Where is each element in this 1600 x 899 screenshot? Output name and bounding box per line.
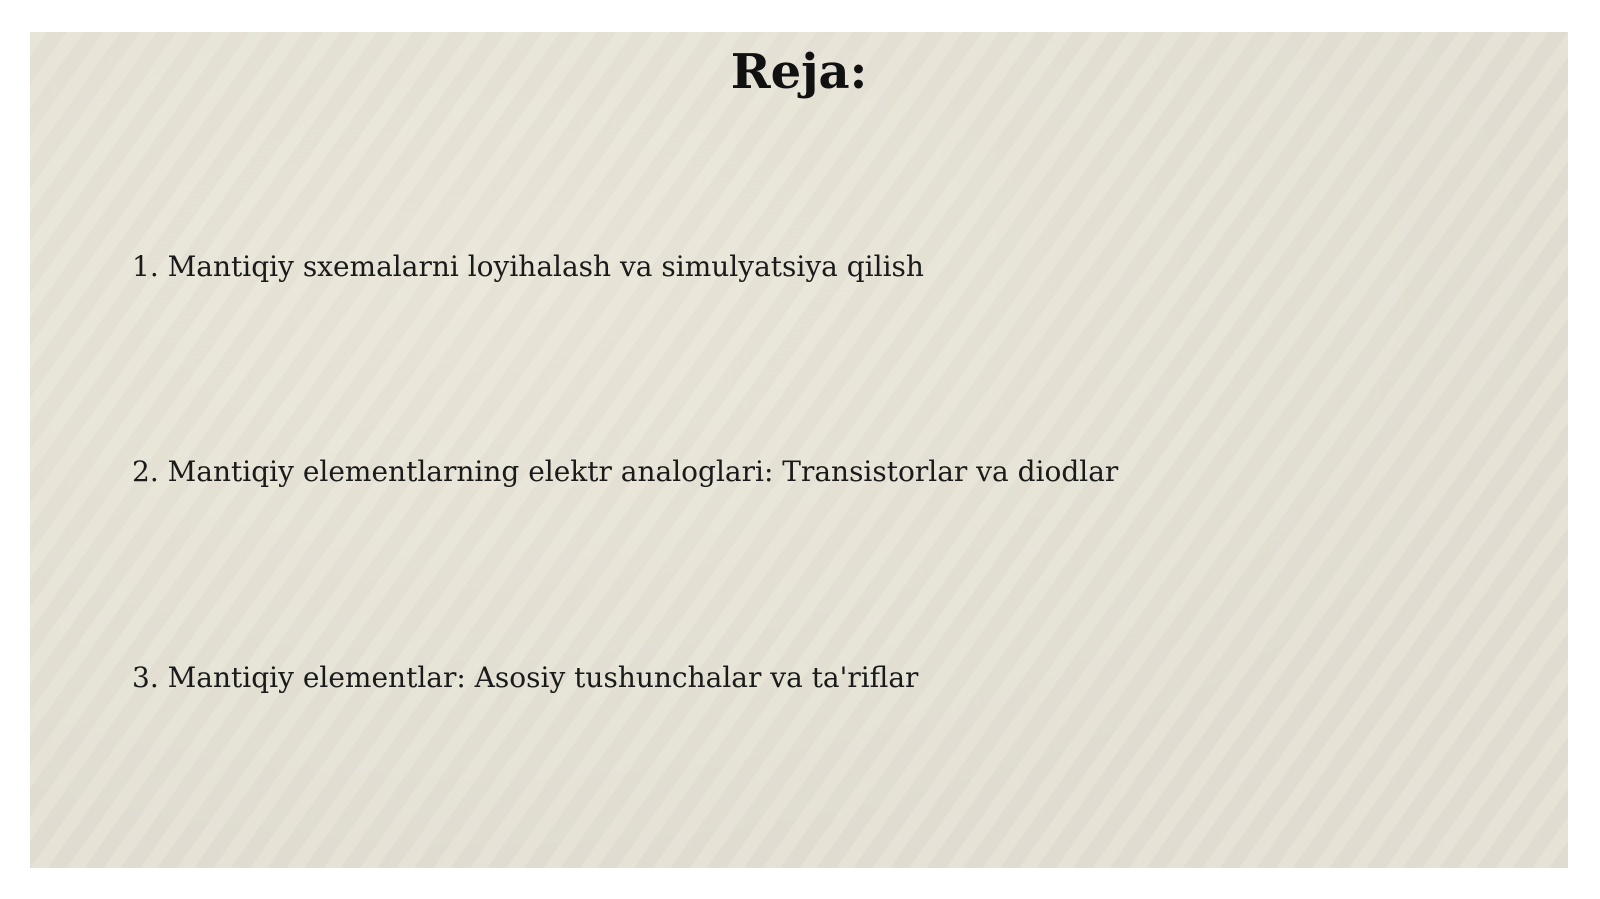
slide-title: Reja: — [730, 44, 868, 100]
plan-item-2: 2. Mantiqiy elementlarning elektr analoglari: Transistorlar va diodlar — [132, 455, 1119, 488]
plan-item-1: 1. Mantiqiy sxemalarni loyihalash va simulyatsiya qilish — [132, 250, 924, 283]
plan-item-3: 3. Mantiqiy elementlar: Asosiy tushunchalar va ta'riflar — [132, 661, 919, 694]
slide — [30, 32, 1568, 868]
